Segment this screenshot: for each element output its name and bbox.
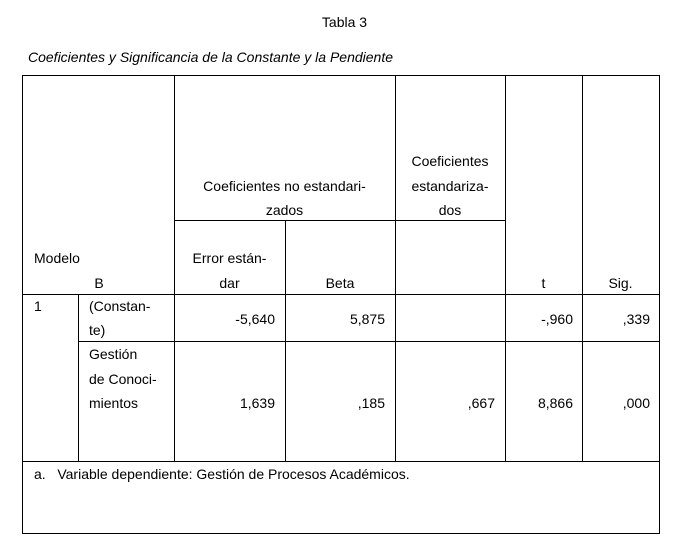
row2-t: 8,866 xyxy=(537,395,573,411)
row2-label-line2: de Conoci- xyxy=(89,371,157,387)
row1-t: -,960 xyxy=(541,311,573,327)
header-no-estandarizados-line2: zados xyxy=(265,202,304,218)
header-estandarizados-line3: dos xyxy=(438,202,462,218)
header-estandarizados-line2: estandariza- xyxy=(411,178,489,194)
row2-label-line1: Gestión xyxy=(89,346,138,362)
row2-label-line3: mientos xyxy=(89,395,139,411)
row2-error: ,185 xyxy=(357,395,385,411)
table-caption: Tabla 3 xyxy=(321,14,368,30)
row1-sig: ,339 xyxy=(622,311,650,327)
row1-error: 5,875 xyxy=(349,311,385,327)
header-error-line1: Error están- xyxy=(192,250,267,266)
header-estandarizados-line1: Coeficientes xyxy=(411,153,489,169)
header-modelo: Modelo xyxy=(34,250,80,266)
row2-beta: ,667 xyxy=(467,395,495,411)
header-error-line2: dar xyxy=(219,275,240,291)
row1-label-line2: te) xyxy=(89,322,106,338)
coefficients-table xyxy=(22,75,660,534)
header-t: t xyxy=(541,275,546,291)
header-no-estandarizados-line1: Coeficientes no estandari- xyxy=(203,178,366,194)
row2-sig: ,000 xyxy=(622,395,650,411)
row1-label-line1: (Constan- xyxy=(89,298,151,314)
row-separator xyxy=(78,341,659,342)
row2-b: 1,639 xyxy=(239,395,275,411)
table-subtitle: Coeficientes y Significancia de la Constante y la Pendiente xyxy=(28,49,393,65)
col-divider-model xyxy=(78,294,79,461)
row1-model: 1 xyxy=(34,298,42,314)
header-b: B xyxy=(94,275,104,291)
table-footnote: a. Variable dependiente: Gestión de Procesos Académicos. xyxy=(34,466,410,482)
header-sig: Sig. xyxy=(608,275,633,291)
header-beta: Beta xyxy=(325,275,355,291)
row1-b: -5,640 xyxy=(235,311,275,327)
